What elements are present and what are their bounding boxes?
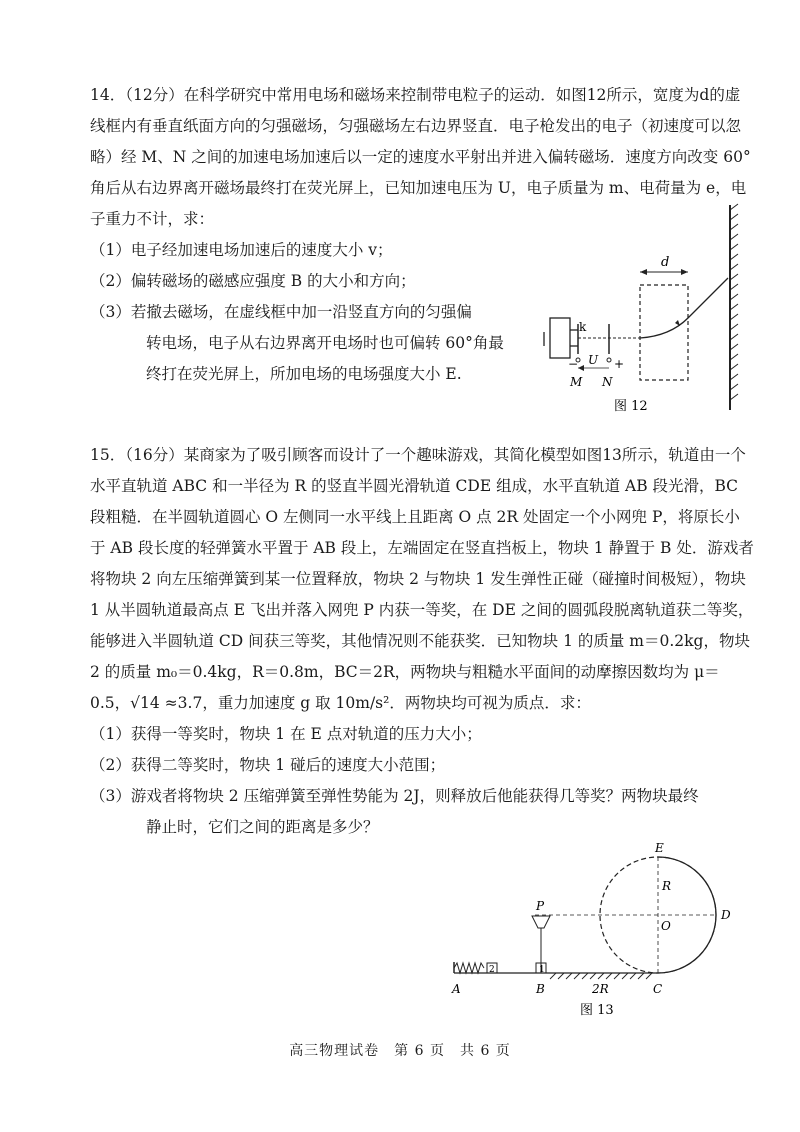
question-15-part-3-line-2: 静止时，它们之间的距离是多少？ bbox=[146, 818, 379, 836]
label-plus: + bbox=[614, 357, 625, 371]
question-14-part-3-line-3: 终打在荧光屏上，所加电场的电场强度大小 E. bbox=[146, 365, 462, 383]
figure-12-diagram bbox=[540, 200, 760, 420]
question-15 bbox=[90, 440, 755, 843]
label-block-1: 1 bbox=[539, 965, 545, 975]
label-minus: − bbox=[568, 357, 579, 371]
question-15-stem: 15．（16分）某商家为了吸引顾客而设计了一个趣味游戏，其简化模型如图13所示，轨道由一个水平直轨道 ABC 和一半径为 R 的竖直半圆光滑轨道 CDE 组成，水平直轨道 AB 段光滑，BC 段粗糙．在半圆轨道圆心 O 左侧同一水平线上且距离 O 点 2R 处固定一个小网兜 P，将原长小于 AB 段长度的轻弹簧水平置于 AB 段上，左端固定在竖直挡板上，物块 1 静置于 B 处．游戏者将物块 2 向左压缩弹簧到某一位置释放，物块 2 与物块 1 发生弹性正碰（碰撞时间极短），物块 1 从半圆轨道最高点 E 飞出并落入网兜 P 内获一等奖，在 DE 之间的圆弧段脱离轨道获二等奖，能够进入半圆轨道 CD 间获三等奖，其他情况则不能获奖．已知物块 1 的质量 m＝0.2kg，物块 2 的质量 m₀＝0.4kg，R＝0.8m，BC＝2R，两物块与粗糙水平面间的动摩擦因数均为 μ＝0.5，√14 ≈3.7，重力加速度 g 取 10m/s²．两物块均可视为质点．求： bbox=[90, 446, 754, 712]
label-A: A bbox=[452, 982, 461, 996]
question-14-part-3-line-1: （3）若撤去磁场，在虚线框中加一沿竖直方向的匀强偏 bbox=[90, 303, 472, 321]
label-C: C bbox=[653, 982, 663, 996]
label-block-2: 2 bbox=[489, 965, 495, 975]
label-R: R bbox=[662, 879, 672, 893]
page-footer: 高三物理试卷 第 6 页 共 6 页 bbox=[289, 1043, 511, 1059]
label-U: U bbox=[588, 353, 599, 367]
label-E: E bbox=[655, 841, 664, 855]
figure-13-diagram bbox=[440, 838, 770, 1028]
label-k: k bbox=[579, 320, 587, 334]
label-D: D bbox=[721, 908, 731, 922]
question-15-part-1: （1）获得一等奖时，物块 1 在 E 点对轨道的压力大小； bbox=[90, 725, 482, 743]
rough-section-hatching bbox=[550, 973, 652, 979]
net-P bbox=[532, 916, 550, 928]
label-B: B bbox=[536, 982, 545, 996]
figure-12-caption: 图 12 bbox=[614, 399, 648, 414]
figure-13-caption: 图 13 bbox=[580, 1003, 614, 1018]
spring bbox=[454, 963, 484, 973]
label-P: P bbox=[536, 899, 545, 913]
screen-hatching bbox=[730, 204, 738, 400]
electron-curved-path bbox=[640, 278, 728, 338]
question-15-part-2: （2）获得二等奖时，物块 1 碰后的速度大小范围； bbox=[90, 756, 446, 774]
question-15-part-3-line-1: （3）游戏者将物块 2 压缩弹簧至弹性势能为 2J，则释放后他能获得几等奖？两物块最终 bbox=[90, 787, 699, 805]
figure-13 bbox=[440, 838, 770, 1028]
label-2R: 2R bbox=[592, 982, 609, 996]
label-M: M bbox=[570, 375, 583, 389]
electron-gun bbox=[550, 318, 570, 358]
question-14-part-2: （2）偏转磁场的磁感应强度 B 的大小和方向； bbox=[90, 272, 416, 290]
label-d: d bbox=[661, 255, 670, 270]
figure-12 bbox=[540, 200, 760, 420]
label-N: N bbox=[602, 375, 613, 389]
question-14-stem: 14．（12分）在科学研究中常用电场和磁场来控制带电粒子的运动．如图12所示，宽度为d的虚线框内有垂直纸面方向的匀强磁场，匀强磁场左右边界竖直．电子枪发出的电子（初速度可以忽略）经 M、N 之间的加速电场加速后以一定的速度水平射出并进入偏转磁场．速度方向改变 60°角后从右边界离开磁场最终打在荧光屏上，已知加速电压为 U，电子质量为 m、电荷量为 e，电子重力不计，求： bbox=[90, 86, 751, 228]
label-O: O bbox=[661, 919, 671, 933]
question-14-part-3-line-2: 转电场，电子从右边界离开电场时也可偏转 60°角最 bbox=[146, 334, 504, 352]
question-14-part-1: （1）电子经加速电场加速后的速度大小 v； bbox=[90, 241, 393, 259]
